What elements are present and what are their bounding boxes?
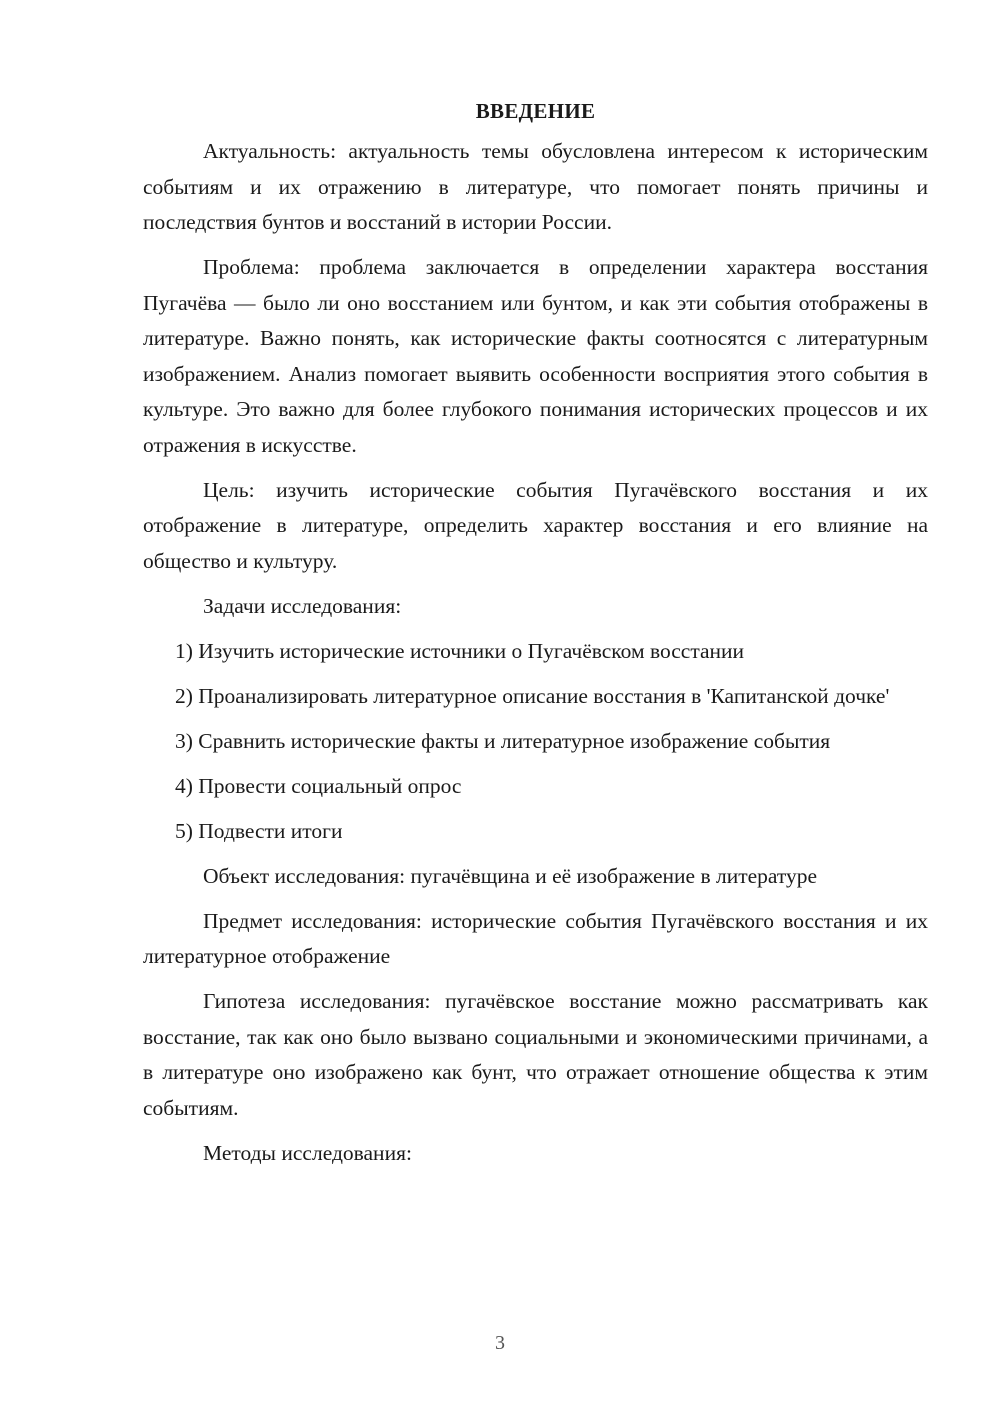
paragraph-hypothesis: Гипотеза исследования: пугачёвское восстание можно рассматривать как восстание, так как оно было вызвано социальными и экономическими причинами, а в литературе оно изображено как бунт, что отражает отношение общества к этим событиям. <box>143 989 928 1120</box>
task-item-3: 3) Сравнить исторические факты и литературное изображение события <box>175 728 831 753</box>
task-item-5: 5) Подвести итоги <box>175 818 343 843</box>
document-page <box>143 96 928 1171</box>
task-item-1: 1) Изучить исторические источники о Пугачёвском восстании <box>175 638 745 663</box>
page-number: 3 <box>495 1332 505 1354</box>
paragraph-object: Объект исследования: пугачёвщина и её изображение в литературе <box>203 863 818 888</box>
paragraph-methods: Методы исследования: <box>203 1140 412 1165</box>
paragraph-goal: Цель: изучить исторические события Пугачёвского восстания и их отображение в литературе, определить характер восстания и его влияние на общество и культуру. <box>143 477 928 573</box>
paragraph-problem: Проблема: проблема заключается в определении характера восстания Пугачёва — было ли оно восстанием или бунтом, и как эти события отображены в литературе. Важно понять, как исторические факты соотносятся с литературным изображением. Анализ помогает выявить особенности восприятия этого события в культуре. Это важно для более глубокого понимания исторических процессов и их отражения в искусстве. <box>143 255 928 457</box>
paragraph-subject: Предмет исследования: исторические события Пугачёвского восстания и их литературное отображение <box>143 908 928 968</box>
paragraph-relevance: Актуальность: актуальность темы обусловлена интересом к историческим событиям и их отражению в литературе, что помогает понять причины и последствия бунтов и восстаний в истории России. <box>143 139 928 234</box>
task-item-4: 4) Провести социальный опрос <box>175 773 462 798</box>
tasks-heading: Задачи исследования: <box>203 593 402 618</box>
task-item-2: 2) Проанализировать литературное описание восстания в 'Капитанской дочке' <box>175 683 890 708</box>
section-heading: ВВЕДЕНИЕ <box>475 99 596 123</box>
